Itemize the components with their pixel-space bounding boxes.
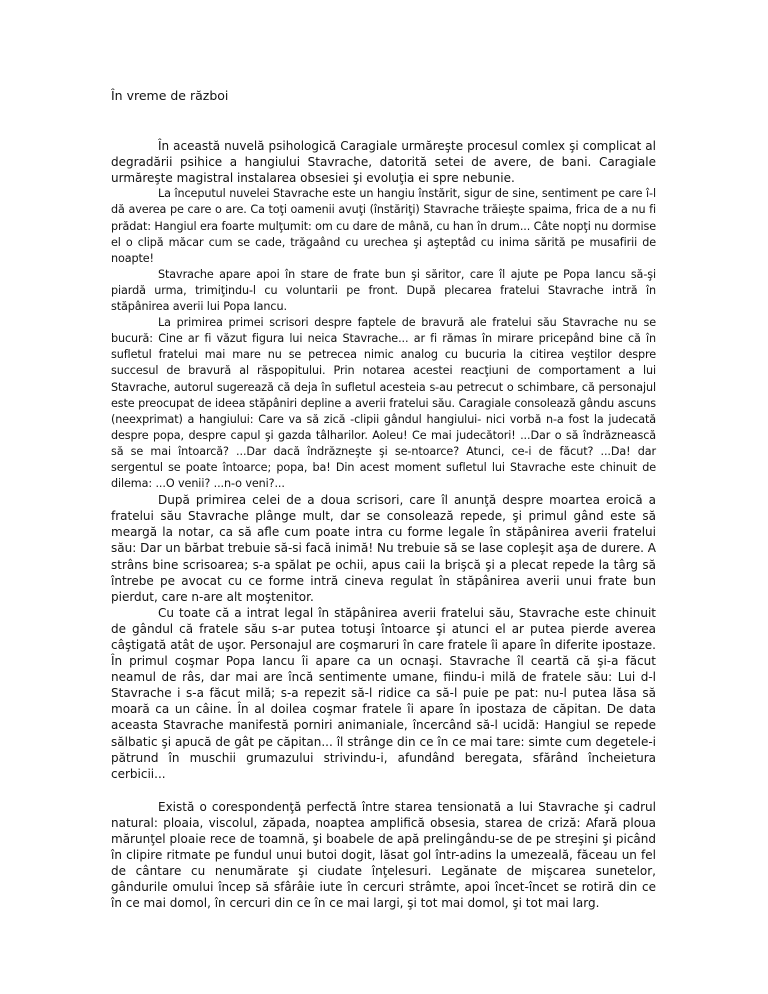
paragraph-intro: În această nuvelă psihologică Caragiale urmăreşte procesul comlex şi complicat al degradării psihice a hangiului Stavrache, datorită setei de avere, de bani. Caragiale urmăreşte magistral instalarea obsesiei şi evoluţia ei spre nebunie. [111,139,656,186]
document-page [111,88,656,912]
document-title: În vreme de război [111,88,229,103]
paragraph-second-letter: După primirea celei de a doua scrisori, care îl anunţă despre moartea eroică a fratelui său Stavrache plânge mult, dar se consolează repede, şi primul gând este să meargă la notar, ca să afle cum poate intra cu forme legale în stăpânirea averii fratelui său: Dar un bărbat trebuie să-si facă inimă! Nu trebuie să se lase copleşit aşa de durere. A strâns bine scrisoarea; s-a spălat pe ochii, apus caii la brişcă şi a plecat repede la târg să întrebe pe avocat cu ce forme intră cineva regulat în stăpânirea averii unui frate bun pierdut, care n-are alt moştenitor. [111,493,657,604]
paragraph-nightmares: Cu toate că a intrat legal în stăpânirea averii fratelui său, Stavrache este chinuit de gândul că fratele său s-ar putea totuşi întoarce şi atunci el ar putea pierde averea câştigată atât de uşor. Personajul are coşmaruri în care fratele îi apare în diferite ipostaze. În primul coşmar Popa Iancu îi apare ca un ocnaşi. Stavrache îl ceartă că şi-a făcut neamul de râs, dar mai are încă sentimente umane, fiindu-i milă de fratele său: Lui d-l Stavrache i s-a făcut milă; s-a repezit să-l ridice ca să-l puie pe pat: nu-l putea lăsa să moară ca un câine. În al doilea coşmar fratele îi apare în ipostaza de căpitan. De data aceasta Stavrache manifestă porniri animaniale, încercând să-l ucidă: Hangiul se repede sălbatic şi apucă de gât pe căpitan... îl strânge din ce în ce mai tare: simte cum degetele-i pătrund în muschii grumazului strivindu-i, afundând beregata, sfărând încheietura cerbicii... [111,605,656,781]
paragraph-beginning: La începutul nuvelei Stavrache este un hangiu înstărit, sigur de sine, sentiment pe care î-l dă averea pe care o are. Ca toţi oamenii avuţi (înstăriţi) Stavrache trăieşte spaima, frica de a nu fi prădat: Hangiul era foarte mulţumit: om cu dare de mână, cu han în drum... Câte nopţi nu dormise el o clipă măcar cum se cade, trăgaând cu urechea şi aşteptâd cu inima sărită pe musafirii de noapte! [111,187,656,265]
section-divider [111,782,656,799]
paragraph-nature: Există o corespondenţă perfectă între starea tensionată a lui Stavrache şi cadrul natural: ploaia, viscolul, zăpada, noaptea amplifică obsesia, starea de criză: Afară ploua mărunţel ploaie rece de toamnă, şi boabele de apă prelingându-se de pe streşini şi picând în clipire ritmate pe fundul unui butoi dogit, lăsat gol într-adins la umezeală, făceau un fel de cântare cu nenumărate şi ciudate înţelesuri. Legănate de mişcarea sunetelor, gândurile omului încep să sfârâie iute în cercuri strâmte, apoi încet-încet se rotiră din ce în ce mai domol, în cercuri din ce în ce mai largi, şi tot mai domol, şi tot mai larg. [111,799,656,911]
paragraph-good-brother: Stavrache apare apoi în stare de frate bun şi săritor, care îl ajute pe Popa Iancu să-şi piardă urma, trimiţindu-l cu voluntarii pe front. După plecarea fratelui Stavrache intră în stăpânirea averii lui Popa Iancu. [111,267,656,314]
paragraph-first-letter: La primirea primei scrisori despre faptele de bravură ale fratelui său Stavrache nu se bucură: Cine ar fi văzut figura lui neica Stavrache... ar fi rămas în mirare pricepând bine că în sufletul fratelui mai mare nu se petrecea nimic analog cu bucuria la citirea veştilor despre succesul de bravură al răspopitului. Prin notarea acestei reacţiuni de comportament a lui Stavrache, autorul sugerează că deja în sufletul acesteia s-au petrecut o schimbare, că personajul este preocupat de ideea stăpâniri depline a averii fratelui său. Caragiale consolează gându ascuns (neexprimat) a hangiului: Care va să zică -clipii gândul hangiului- nici vorbă n-a fost la judecată despre popa, despre capul şi gazda tâlharilor. Aoleu! Ce mai judecători! ...Dar o să îndrăznească să se mai întoarcă? ...Dar dacă îndrăzneşte şi se-ntoarce? Atunci, ce-i de făcut? ...Da! dar sergentul se poate întoarce; popa, ba! Din acest moment sufletul lui Stavrache este chinuit de dilema: ...O venii? ...n-o veni?... [111,316,656,491]
